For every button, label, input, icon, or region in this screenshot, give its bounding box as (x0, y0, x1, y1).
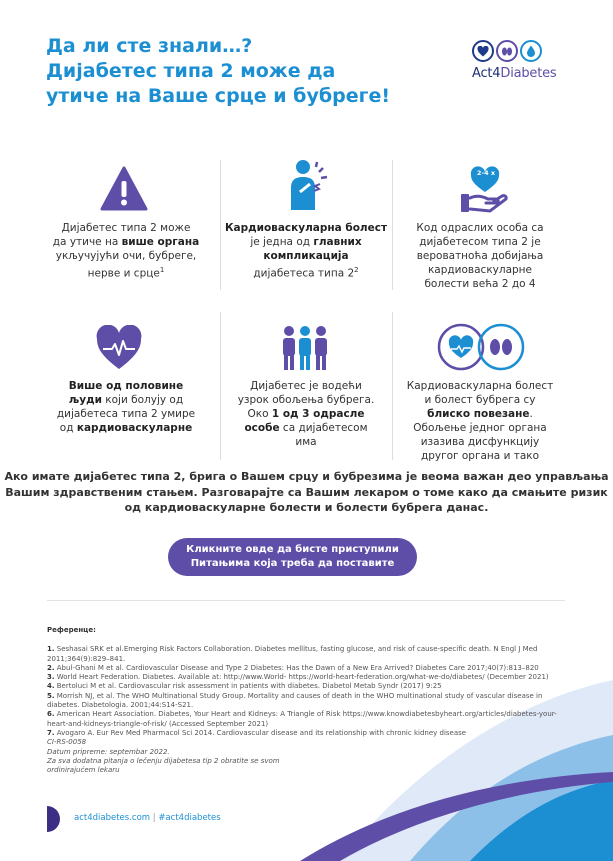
fact-text: да утиче на (52, 236, 122, 248)
logo-part1: Act4 (472, 66, 501, 81)
reference-number: 5. (47, 691, 55, 700)
fact-text: изазива дисфункцију (420, 436, 540, 448)
advice-note: Za sva dodatna pitanja o lečenju dijabetesa tip 2 obratite se svom (47, 756, 280, 765)
heart-kidney-link-icon (437, 322, 527, 372)
references-heading: Референце: (47, 626, 96, 634)
fact-card-risk (400, 221, 560, 291)
fact-bold: блиско повезане (427, 408, 530, 420)
questions-cta-button[interactable] (168, 538, 417, 576)
fact-text: Кардиоваскуларна болест (406, 380, 554, 392)
separator: | (150, 813, 159, 823)
reference-item (47, 664, 567, 673)
fact-bold: 1 од 3 одрасле (271, 408, 365, 420)
title-line: Да ли сте знали…? (46, 35, 253, 57)
reference-text: Avogaro A. Eur Rev Med Pharmacol Sci 2014. Cardiovascular disease and its relationship with chronic kidney disease (54, 728, 467, 737)
divider (47, 600, 565, 601)
fact-text: нерве и срце (87, 267, 160, 280)
fact-card-mortality (46, 379, 206, 435)
advice-note: ordinirajućem lekaru (47, 766, 120, 775)
fact-card-cvd (218, 221, 394, 281)
reference-item (47, 692, 567, 711)
people-group-icon (280, 324, 330, 372)
fact-text: са дијабетесом (279, 422, 368, 434)
preparation-date: Datum pripreme: septembar 2022. (47, 747, 170, 756)
banner-line: Вашим здравственим стањем. Разговарајте са Вашим лекаром о томе како да смањите ризик (5, 485, 608, 499)
footnote-ref: 1 (159, 266, 165, 274)
act4diabetes-logo (472, 40, 572, 81)
banner-line: од кардиоваскуларне болести и болести бубрега данас. (124, 501, 489, 514)
advice-banner (0, 469, 613, 516)
reference-number: 7. (47, 728, 55, 737)
website-link[interactable]: act4diabetes.com (74, 813, 151, 823)
fact-text: од (59, 422, 77, 434)
heart-icon (472, 40, 494, 62)
footer-mark (47, 806, 60, 832)
banner-line: Ако имате дијабетес типа 2, брига о Вашем срцу и бубрезима је веома важан део управљања (4, 470, 609, 483)
fact-text: . (529, 408, 533, 420)
fact-bold: особе (244, 422, 280, 434)
drop-icon (520, 40, 542, 62)
reference-number: 3. (47, 673, 55, 682)
reference-number: 1. (47, 645, 55, 654)
divider (220, 312, 221, 460)
fact-card-link (397, 379, 563, 463)
fact-bold: главних (313, 236, 362, 248)
reference-item (47, 729, 567, 738)
heart-ecg-icon (95, 325, 143, 371)
reference-item (47, 710, 567, 729)
title-line: утиче на Ваше срце и бубреге! (46, 85, 391, 107)
fact-text: и болест бубрега су (424, 394, 536, 406)
fact-text: дијабетесом типа 2 је (419, 236, 541, 248)
reference-item (47, 682, 567, 691)
fact-bold: компликација (263, 250, 349, 262)
fact-bold: више органа (121, 236, 200, 248)
reference-item (47, 673, 567, 682)
fact-text: вероватноћа добијања (416, 250, 544, 262)
fact-card-organs (46, 221, 206, 281)
fact-bold: Више од половине (68, 380, 184, 392)
fact-text: који болују од (101, 394, 184, 406)
document-code: CI-RS-0058 (47, 738, 87, 747)
hashtag-link[interactable]: #act4diabetes (158, 813, 221, 823)
fact-text: дијабетеса типа 2 умире (56, 408, 196, 420)
chest-pain-person-icon (283, 158, 329, 212)
fact-text: Око (247, 408, 272, 420)
reference-number: 6. (47, 710, 55, 719)
logo-wordmark (472, 66, 572, 81)
risk-badge: 2-4 x (476, 169, 496, 177)
fact-text: узрок обољења бубрега. (237, 394, 375, 406)
fact-text: је једна од (250, 236, 314, 248)
references (47, 626, 567, 775)
cta-line: Питањима која треба да поставите (190, 558, 395, 569)
reference-text: Bertoluci M et al. Cardiovascular risk assessment in patients with diabetes. Diabetol Metab Syndr (2017) 9:25 (54, 682, 442, 691)
page-title (46, 34, 426, 109)
fact-text: кардиоваскуларне (427, 264, 533, 276)
footer-links (74, 813, 221, 823)
fact-text: има (295, 436, 317, 448)
fact-bold: људи (68, 394, 102, 406)
fact-text: болести већа 2 до 4 (424, 278, 536, 290)
fact-text: Код одраслих особа са (416, 222, 544, 234)
fact-text: Дијабетес је водећи (250, 380, 362, 392)
reference-text: Abul-Ghani M et al. Cardiovascular Disease and Type 2 Diabetes: Has the Dawn of a New Era Arrived? Diabetes Care 2017;40(7):813–820 (54, 663, 539, 672)
cta-line: Кликните овде да бисте приступили (186, 544, 399, 555)
reference-text: Seshasai SRK et al.Emerging Risk Factors Collaboration. Diabetes mellitus, fasting glucose, and risk of cause-specific death. N Engl J Med 2011;364(9):829–841. (47, 645, 538, 663)
fact-bold: кардиоваскуларне (76, 422, 193, 434)
fact-bold: Кардиоваскуларна болест (224, 222, 388, 234)
divider (392, 312, 393, 460)
fact-card-kidney (222, 379, 390, 449)
reference-text: World Heart Federation. Diabetes. Available at: http://www.World- https://world-heart-federation.org/what-we-do/diabetes/ (December 2021) (54, 673, 549, 682)
reference-text: American Heart Association. Diabetes, Your Heart and Kidneys: A Triangle of Risk https://www.knowdiabetesbyheart.org/articles/diabetes-your-heart-and-kidneys-triangle-of-risk/ (Accessed September 2021) (47, 710, 557, 728)
warning-icon (99, 165, 149, 213)
reference-text: Morrish NJ, et al. The WHO Multinational Study Group. Mortality and causes of death in the WHO multinational study of vascular disease in diabetes. Diabetologia. 2001;44:S14-S21. (47, 691, 543, 710)
fact-text: другог органа и тако (420, 450, 540, 462)
kidney-icon (496, 40, 518, 62)
reference-item (47, 645, 567, 664)
logo-part2: Diabetes (500, 66, 557, 81)
fact-text: Обољење једног органа (413, 422, 547, 434)
reference-number: 4. (47, 682, 55, 691)
footnote-ref: 2 (354, 266, 359, 274)
title-line: Дијабетес типа 2 може да (46, 60, 336, 82)
reference-number: 2. (47, 663, 55, 672)
fact-text: укључујући очи, бубреге, (55, 250, 197, 262)
fact-text: Дијабетес типа 2 може (61, 222, 191, 234)
fact-text: дијабетеса типа 2 (253, 267, 355, 280)
